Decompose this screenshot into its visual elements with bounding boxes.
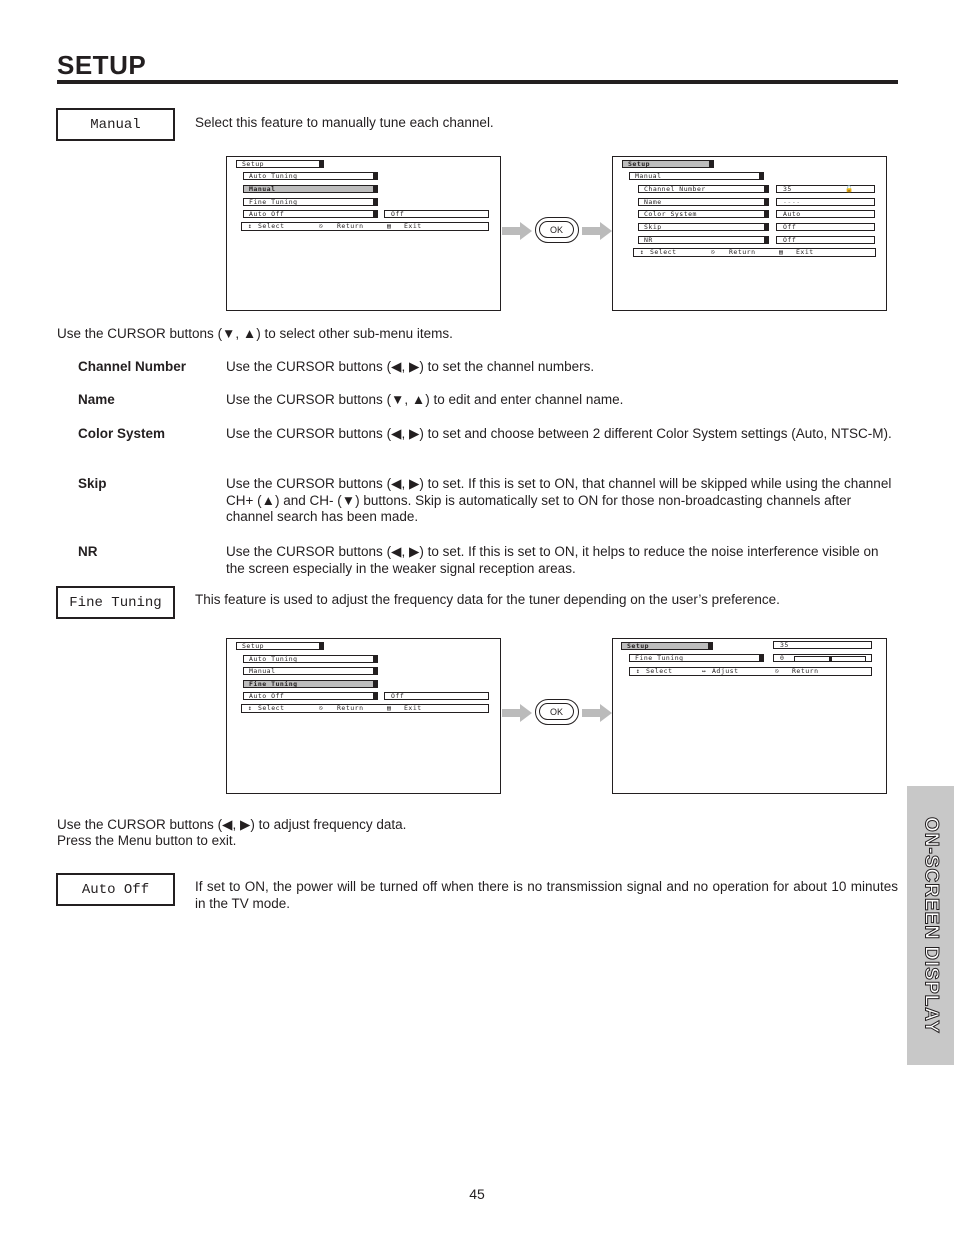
fine-tuning-note-2: Press the Menu button to exit.: [57, 833, 237, 848]
desc-skip: Use the CURSOR buttons (◀, ▶) to set. If this is set to ON, that channel will be skipped while using the channel CH+ (▲) and CH- (▼) buttons. Skip is automatically set to ON for those non-broadcasting channels after channel search has been made.: [226, 476, 892, 524]
desc-name: Use the CURSOR buttons (▼, ▲) to edit and enter channel name.: [226, 392, 624, 407]
menu-header: Setup: [236, 642, 324, 650]
skip-value: Off: [776, 223, 875, 231]
lock-icon: 🔓: [845, 185, 854, 193]
exit-icon: ▤: [387, 704, 392, 712]
desc-color-system: Use the CURSOR buttons (◀, ▶) to set and choose between 2 different Color System settings (Auto, NTSC-M).: [226, 426, 892, 441]
sidebar-label: ON-SCREEN DISPLAY: [920, 817, 942, 1034]
menu-status-bar: [241, 704, 489, 713]
arrow-right-icon: [502, 222, 532, 240]
menu-item-manual: Manual: [243, 185, 378, 193]
adjust-header: Setup: [621, 642, 713, 650]
menu-item-auto-off: Auto Off: [243, 692, 378, 700]
updown-icon: ↕: [636, 667, 641, 675]
term-name: Name: [78, 392, 115, 407]
status-select: Select: [258, 222, 285, 230]
item-color-system: Color System: [638, 210, 769, 218]
page-title: SETUP: [57, 50, 147, 80]
ok-button-frame: [535, 217, 579, 243]
menu-status-bar: [241, 222, 489, 231]
exit-icon: ▤: [779, 248, 784, 256]
exit-icon: ▤: [387, 222, 392, 230]
ok-button-frame: [535, 699, 579, 725]
ok-button: OK: [539, 221, 574, 238]
name-value: ----: [776, 198, 875, 206]
adjust-status-bar: [629, 667, 872, 676]
fine-tuning-item: Fine Tuning: [629, 654, 764, 662]
ok-button: OK: [539, 703, 574, 720]
status-select: Select: [650, 248, 677, 256]
channel-value: 35: [773, 641, 872, 649]
updown-icon: ↕: [640, 248, 645, 256]
term-color-system: Color System: [78, 426, 166, 441]
menu-item-auto-off: Auto Off: [243, 210, 378, 218]
submenu-header: Setup: [622, 160, 714, 168]
menu-item-auto-tuning: Auto Tuning: [243, 655, 378, 663]
item-nr: NR: [638, 236, 769, 244]
return-icon: ⎋: [319, 222, 324, 230]
section-sidebar: [907, 786, 954, 1065]
fine-tuning-value-box: [773, 654, 872, 662]
fine-tuning-note-1: Use the CURSOR buttons (◀, ▶) to adjust frequency data.: [57, 817, 407, 832]
fine-tuning-menu-screen: [226, 638, 501, 794]
term-channel-number: Channel Number: [78, 359, 187, 374]
title-rule: [57, 80, 898, 84]
status-exit: Exit: [404, 704, 422, 712]
return-icon: ⎋: [319, 704, 324, 712]
arrow-right-icon: [502, 704, 532, 722]
manual-menu-screen: [226, 156, 501, 311]
fine-tuning-tag: Fine Tuning: [56, 586, 175, 619]
status-return: Return: [337, 222, 364, 230]
updown-icon: ↕: [248, 222, 253, 230]
arrow-right-icon: [582, 704, 612, 722]
auto-off-value: Off: [384, 692, 489, 700]
status-exit: Exit: [796, 248, 814, 256]
manual-intro: Select this feature to manually tune each channel.: [195, 115, 494, 130]
status-select: Select: [258, 704, 285, 712]
menu-item-manual: Manual: [243, 667, 378, 675]
return-icon: ⎋: [711, 248, 716, 256]
term-skip: Skip: [78, 476, 107, 491]
tuning-slider: [794, 656, 866, 662]
auto-off-value: Off: [384, 210, 489, 218]
manual-submenu-screen: [612, 156, 887, 311]
desc-channel-number: Use the CURSOR buttons (◀, ▶) to set the channel numbers.: [226, 359, 595, 374]
item-channel-number: Channel Number: [638, 185, 769, 193]
desc-nr: Use the CURSOR buttons (◀, ▶) to set. If this is set to ON, it helps to reduce the noise interference visible on the screen especially in the weaker signal reception areas.: [226, 544, 879, 576]
fine-tuning-intro: This feature is used to adjust the frequency data for the tuner depending on the user’s preference.: [195, 592, 780, 607]
nr-value: Off: [776, 236, 875, 244]
page-number: 45: [469, 1186, 485, 1202]
status-adjust: Adjust: [712, 667, 739, 675]
status-select: Select: [646, 667, 673, 675]
updown-icon: ↕: [248, 704, 253, 712]
menu-item-auto-tuning: Auto Tuning: [243, 172, 378, 180]
channel-number-text: 35: [783, 185, 792, 193]
manual-tag: Manual: [56, 108, 175, 141]
menu-item-fine-tuning: Fine Tuning: [243, 198, 378, 206]
term-nr: NR: [78, 544, 98, 559]
item-skip: Skip: [638, 223, 769, 231]
auto-off-desc: If set to ON, the power will be turned off when there is no transmission signal and no operation for about 10 minutes in the TV mode.: [195, 879, 898, 911]
status-return: Return: [337, 704, 364, 712]
submenu-status-bar: [633, 248, 876, 257]
channel-number-value: [776, 185, 875, 193]
slider-knob: [829, 656, 832, 662]
item-name: Name: [638, 198, 769, 206]
status-exit: Exit: [404, 222, 422, 230]
return-icon: ⎋: [775, 667, 780, 675]
status-return: Return: [729, 248, 756, 256]
menu-header: Setup: [236, 160, 324, 168]
arrow-right-icon: [582, 222, 612, 240]
leftright-icon: ↔: [702, 667, 707, 675]
cursor-note: Use the CURSOR buttons (▼, ▲) to select other sub-menu items.: [57, 326, 453, 341]
auto-off-tag: Auto Off: [56, 873, 175, 906]
tuning-value: 0: [780, 654, 785, 662]
fine-tuning-adjust-screen: [612, 638, 887, 794]
status-return: Return: [792, 667, 819, 675]
submenu-title: Manual: [629, 172, 764, 180]
menu-item-fine-tuning: Fine Tuning: [243, 680, 378, 688]
color-system-value: Auto: [776, 210, 875, 218]
